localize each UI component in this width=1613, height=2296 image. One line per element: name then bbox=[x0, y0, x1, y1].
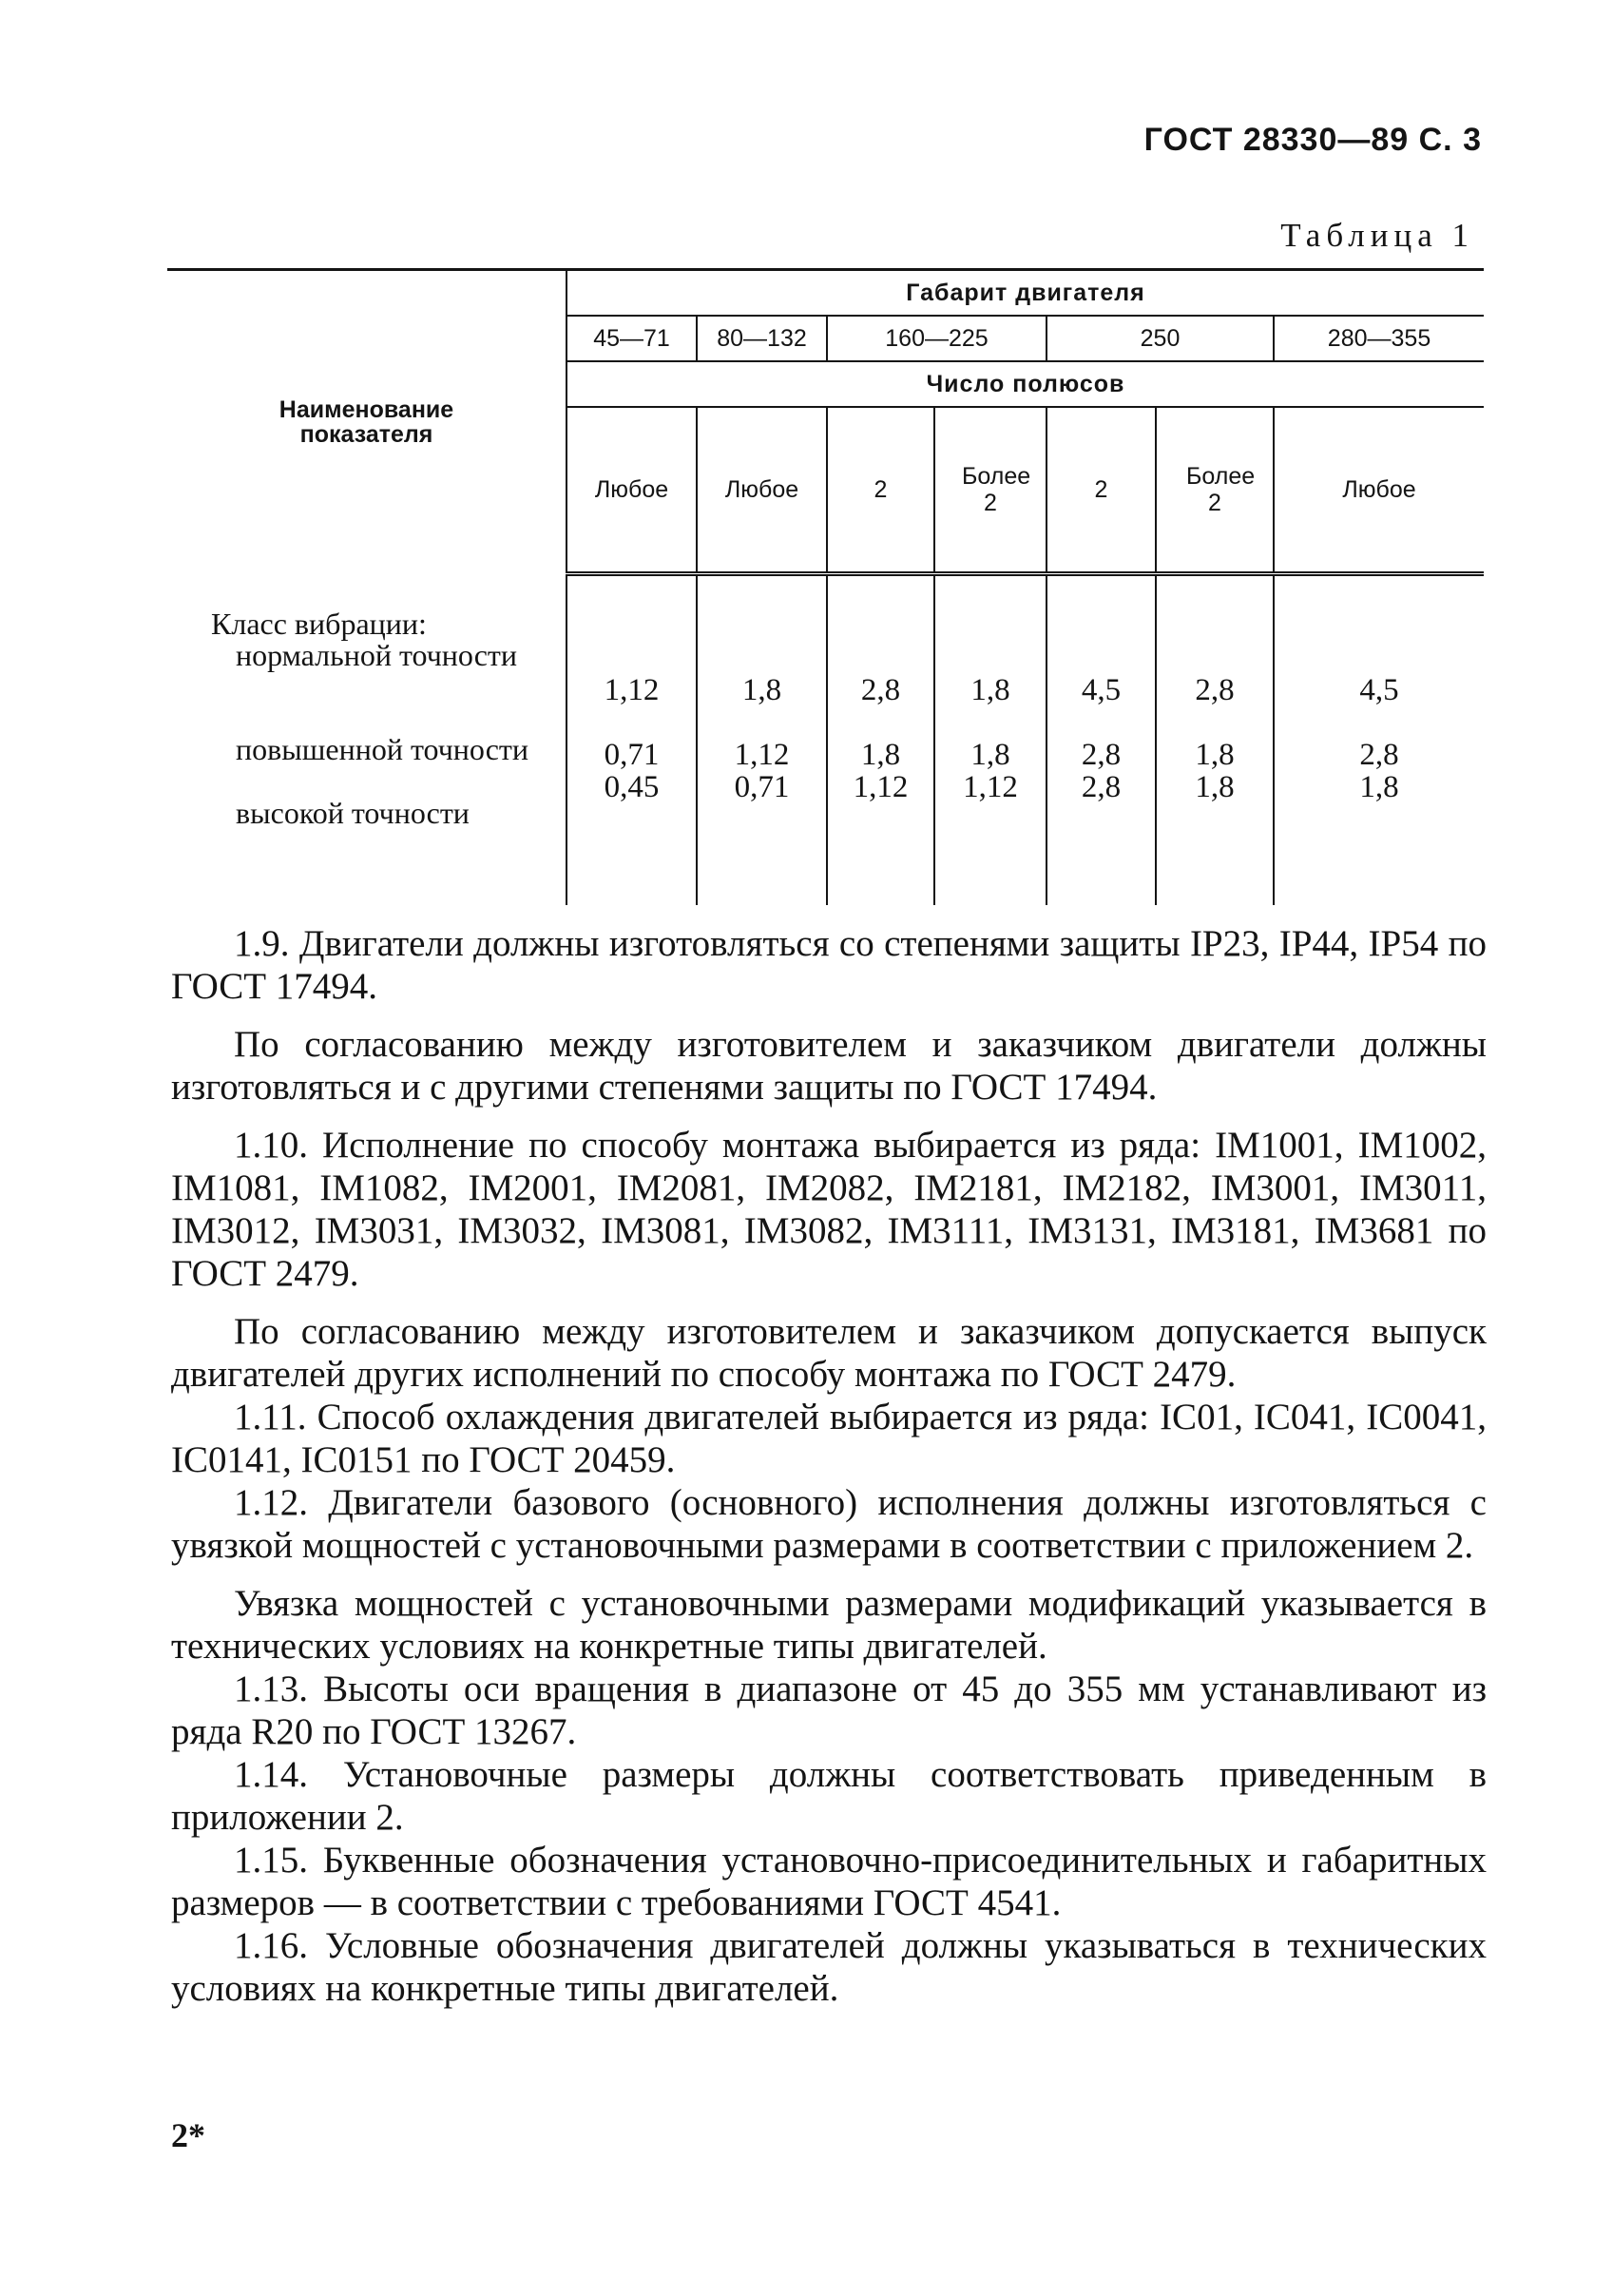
row-title: Класс вибрации: bbox=[211, 606, 427, 641]
table-cell: 2,8 bbox=[1081, 738, 1122, 772]
poles-cell: Любое bbox=[566, 407, 697, 574]
paragraph-1-12-note: Увязка мощностей с установочными размерами модификаций указывается в технических условиях на конкретные типы двигателей. bbox=[171, 1583, 1487, 1667]
paragraph-1-11: 1.11. Способ охлаждения двигателей выбирается из ряда: IC01, IC041, IC0041, IC0141, IC0151 по ГОСТ 20459. bbox=[171, 1397, 1487, 1480]
value-column bbox=[827, 574, 934, 905]
vibration-class-table bbox=[167, 268, 1484, 905]
paragraph-1-10: 1.10. Исполнение по способу монтажа выбирается из ряда: IM1001, IM1002, IM1081, IM1082, IM2001, IM2081, IM2082, IM2181, IM2182, IM3001, IM3011, IM3012, IM3031, IM3032, IM3081, IM3082, IM3111, IM3131, IM3181, IM3681 по ГОСТ 2479. bbox=[171, 1125, 1487, 1294]
paragraph-1-9-note: По согласованию между изготовителем и заказчиком двигатели должны изготовляться и с другими степенями защиты по ГОСТ 17494. bbox=[171, 1024, 1487, 1108]
paragraph-1-15: 1.15. Буквенные обозначения установочно-присоединительных и габаритных размеров — в соответствии с требованиями ГОСТ 4541. bbox=[171, 1840, 1487, 1923]
table-cell: 2,8 bbox=[860, 673, 901, 707]
poles-cell bbox=[934, 407, 1047, 574]
table-cell: 1,8 bbox=[970, 673, 1010, 707]
range-header: 250 bbox=[1047, 316, 1274, 361]
table-cell: 4,5 bbox=[1081, 673, 1122, 707]
table-cell: 4,5 bbox=[1359, 673, 1399, 707]
name-header-cell bbox=[167, 270, 566, 574]
table-cell: 1,8 bbox=[741, 673, 782, 707]
poles-cell: Любое bbox=[1274, 407, 1484, 574]
row-names-cell bbox=[167, 574, 566, 905]
table-cell: 2,8 bbox=[1359, 738, 1399, 772]
poles-cell bbox=[1156, 407, 1274, 574]
table-cell: 2,8 bbox=[1081, 770, 1122, 804]
table-cell: 1,8 bbox=[1359, 770, 1399, 804]
poles-cell: 2 bbox=[1047, 407, 1156, 574]
table-cell: 0,45 bbox=[604, 770, 660, 804]
name-header: Наименование показателя bbox=[278, 396, 454, 449]
page-footer-mark: 2* bbox=[171, 2116, 205, 2154]
value-column bbox=[1156, 574, 1274, 905]
paragraph-1-9: 1.9. Двигатели должны изготовляться со степенями защиты IP23, IP44, IP54 по ГОСТ 17494. bbox=[171, 923, 1487, 1007]
table-body-row bbox=[167, 574, 1484, 905]
value-column bbox=[934, 574, 1047, 905]
row-name: высокой точности bbox=[236, 795, 470, 830]
value-column bbox=[1274, 574, 1484, 905]
table-cell: 1,12 bbox=[853, 770, 909, 804]
range-header: 160—225 bbox=[827, 316, 1047, 361]
paragraph-1-12: 1.12. Двигатели базового (основного) исполнения должны изготовляться с увязкой мощностей с установочными размерами в соответствии с приложением 2. bbox=[171, 1482, 1487, 1566]
paragraph-1-14: 1.14. Установочные размеры должны соответствовать приведенным в приложении 2. bbox=[171, 1754, 1487, 1838]
group-header: Габарит двигателя bbox=[566, 270, 1484, 317]
table-cell: 1,8 bbox=[970, 738, 1010, 772]
table-cell: 0,71 bbox=[734, 770, 790, 804]
table-cell: 1,12 bbox=[734, 738, 790, 772]
poles-cell-text: Более 2 bbox=[962, 463, 1031, 516]
table-1 bbox=[167, 268, 1484, 905]
poles-header: Число полюсов bbox=[566, 361, 1484, 407]
page-header: ГОСТ 28330—89 С. 3 bbox=[1143, 122, 1482, 158]
poles-cell-text: Более 2 bbox=[1186, 463, 1256, 516]
range-header: 45—71 bbox=[566, 316, 697, 361]
range-header: 80—132 bbox=[697, 316, 827, 361]
paragraph-1-10-note: По согласованию между изготовителем и заказчиком допускается выпуск двигателей других исполнений по способу монтажа по ГОСТ 2479. bbox=[171, 1311, 1487, 1395]
value-column bbox=[697, 574, 827, 905]
value-column bbox=[1047, 574, 1156, 905]
body-text bbox=[171, 922, 1487, 2010]
poles-cell: 2 bbox=[827, 407, 934, 574]
value-column bbox=[566, 574, 697, 905]
table-cell: 1,8 bbox=[860, 738, 901, 772]
table-cell: 1,8 bbox=[1195, 770, 1235, 804]
table-cell: 1,8 bbox=[1195, 738, 1235, 772]
poles-cell: Любое bbox=[697, 407, 827, 574]
table-cell: 1,12 bbox=[963, 770, 1018, 804]
table-cell: 0,71 bbox=[604, 738, 660, 772]
table-cell: 1,12 bbox=[604, 673, 660, 707]
row-name: нормальной точности bbox=[236, 637, 518, 672]
table-label: Таблица 1 bbox=[1280, 217, 1474, 254]
row-name: повышенной точности bbox=[236, 731, 529, 766]
paragraph-1-16: 1.16. Условные обозначения двигателей должны указываться в технических условиях на конкретные типы двигателей. bbox=[171, 1925, 1487, 2009]
table-cell: 2,8 bbox=[1195, 673, 1235, 707]
paragraph-1-13: 1.13. Высоты оси вращения в диапазоне от 45 до 355 мм устанавливают из ряда R20 по ГОСТ 13267. bbox=[171, 1669, 1487, 1752]
range-header: 280—355 bbox=[1274, 316, 1484, 361]
